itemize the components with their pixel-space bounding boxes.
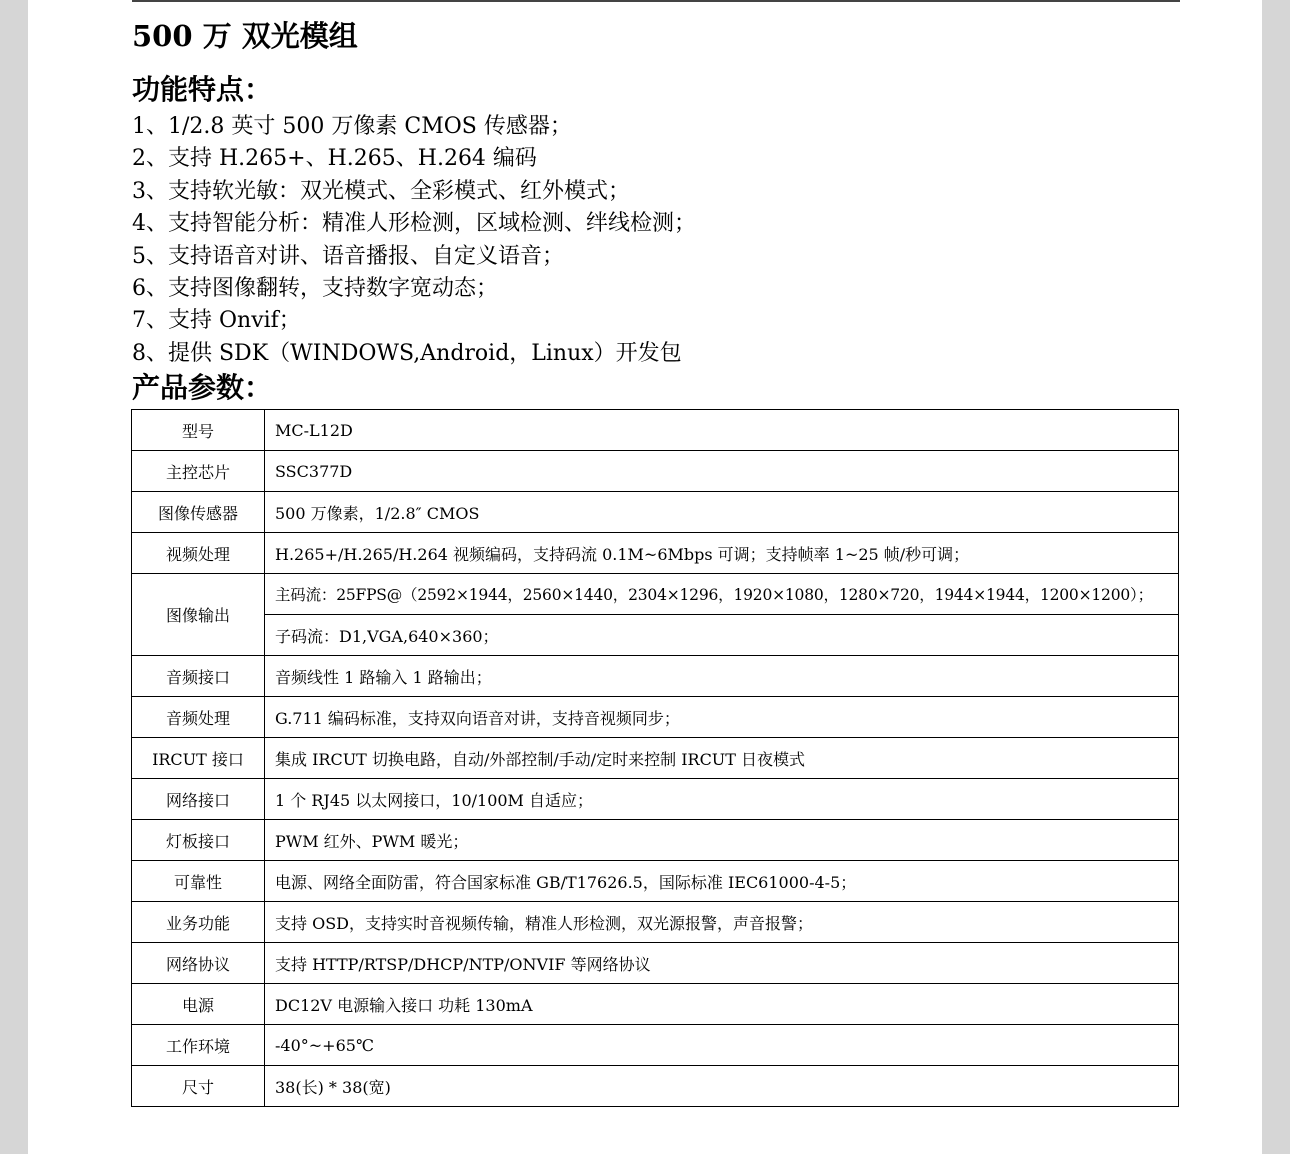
param-label: 视频处理 (132, 533, 265, 574)
feature-item: 2、支持 H.265+、H.265、H.264 编码 (132, 146, 537, 172)
param-label: 网络接口 (132, 779, 265, 820)
table-row (132, 492, 1179, 533)
table-row (132, 779, 1179, 820)
param-value: PWM 红外、PWM 暖光； (265, 820, 1179, 861)
param-value: 子码流：D1,VGA,640×360； (265, 615, 1179, 656)
param-label: 音频处理 (132, 697, 265, 738)
table-row (132, 861, 1179, 902)
param-value: G.711 编码标准，支持双向语音对讲，支持音视频同步； (265, 697, 1179, 738)
param-value: 支持 HTTP/RTSP/DHCP/NTP/ONVIF 等网络协议 (265, 943, 1179, 984)
table-row (132, 943, 1179, 984)
table-row (132, 574, 1179, 615)
feature-item: 4、支持智能分析：精准人形检测，区域检测、绊线检测； (132, 211, 696, 237)
param-value: 电源、网络全面防雷，符合国家标准 GB/T17626.5，国际标准 IEC61000-4-5； (265, 861, 1179, 902)
param-value: MC-L12D (265, 410, 1179, 451)
features-heading: 功能特点： (132, 73, 273, 106)
page-title: 500 万 双光模组 (132, 19, 358, 53)
table-row (132, 738, 1179, 779)
top-rule (132, 0, 1180, 2)
param-label: 图像传感器 (132, 492, 265, 533)
params-table (131, 409, 1179, 1107)
param-value: SSC377D (265, 451, 1179, 492)
table-row (132, 1066, 1179, 1107)
features-list (132, 111, 696, 370)
param-value: -40°~+65℃ (265, 1025, 1179, 1066)
param-label: 灯板接口 (132, 820, 265, 861)
param-value: 1 个 RJ45 以太网接口，10/100M 自适应； (265, 779, 1179, 820)
table-row (132, 902, 1179, 943)
param-label: 图像输出 (132, 574, 265, 656)
table-row (132, 697, 1179, 738)
param-label: 网络协议 (132, 943, 265, 984)
table-row (132, 820, 1179, 861)
param-label: IRCUT 接口 (132, 738, 265, 779)
feature-item: 3、支持软光敏：双光模式、全彩模式、红外模式； (132, 178, 630, 204)
param-label: 工作环境 (132, 1025, 265, 1066)
param-value: DC12V 电源输入接口 功耗 130mA (265, 984, 1179, 1025)
feature-item: 5、支持语音对讲、语音播报、自定义语音； (132, 243, 564, 269)
param-label: 电源 (132, 984, 265, 1025)
param-label: 音频接口 (132, 656, 265, 697)
param-value: H.265+/H.265/H.264 视频编码，支持码流 0.1M~6Mbps 可调；支持帧率 1~25 帧/秒可调； (265, 533, 1179, 574)
param-value: 支持 OSD，支持实时音视频传输，精准人形检测，双光源报警，声音报警； (265, 902, 1179, 943)
feature-item: 6、支持图像翻转，支持数字宽动态； (132, 275, 498, 301)
feature-item: 8、提供 SDK（WINDOWS,Android，Linux）开发包 (132, 340, 682, 366)
param-label: 主控芯片 (132, 451, 265, 492)
param-value: 500 万像素，1/2.8″ CMOS (265, 492, 1179, 533)
param-label: 尺寸 (132, 1066, 265, 1107)
table-row (132, 615, 1179, 656)
param-value: 音频线性 1 路输入 1 路输出； (265, 656, 1179, 697)
param-value: 主码流：25FPS@（2592×1944，2560×1440，2304×1296，1920×1080，1280×720，1944×1944，1200×1200）； (265, 574, 1179, 615)
params-heading: 产品参数： (132, 371, 273, 404)
param-value: 38(长) * 38(宽) (265, 1066, 1179, 1107)
document-page (28, 0, 1262, 1154)
feature-item: 7、支持 Onvif； (132, 308, 301, 334)
param-value: 集成 IRCUT 切换电路，自动/外部控制/手动/定时来控制 IRCUT 日夜模式 (265, 738, 1179, 779)
table-row (132, 451, 1179, 492)
feature-item: 1、1/2.8 英寸 500 万像素 CMOS 传感器； (132, 114, 572, 139)
table-row (132, 1025, 1179, 1066)
table-row (132, 533, 1179, 574)
table-row (132, 410, 1179, 451)
param-label: 型号 (132, 410, 265, 451)
param-label: 业务功能 (132, 902, 265, 943)
param-label: 可靠性 (132, 861, 265, 902)
table-row (132, 984, 1179, 1025)
table-row (132, 656, 1179, 697)
